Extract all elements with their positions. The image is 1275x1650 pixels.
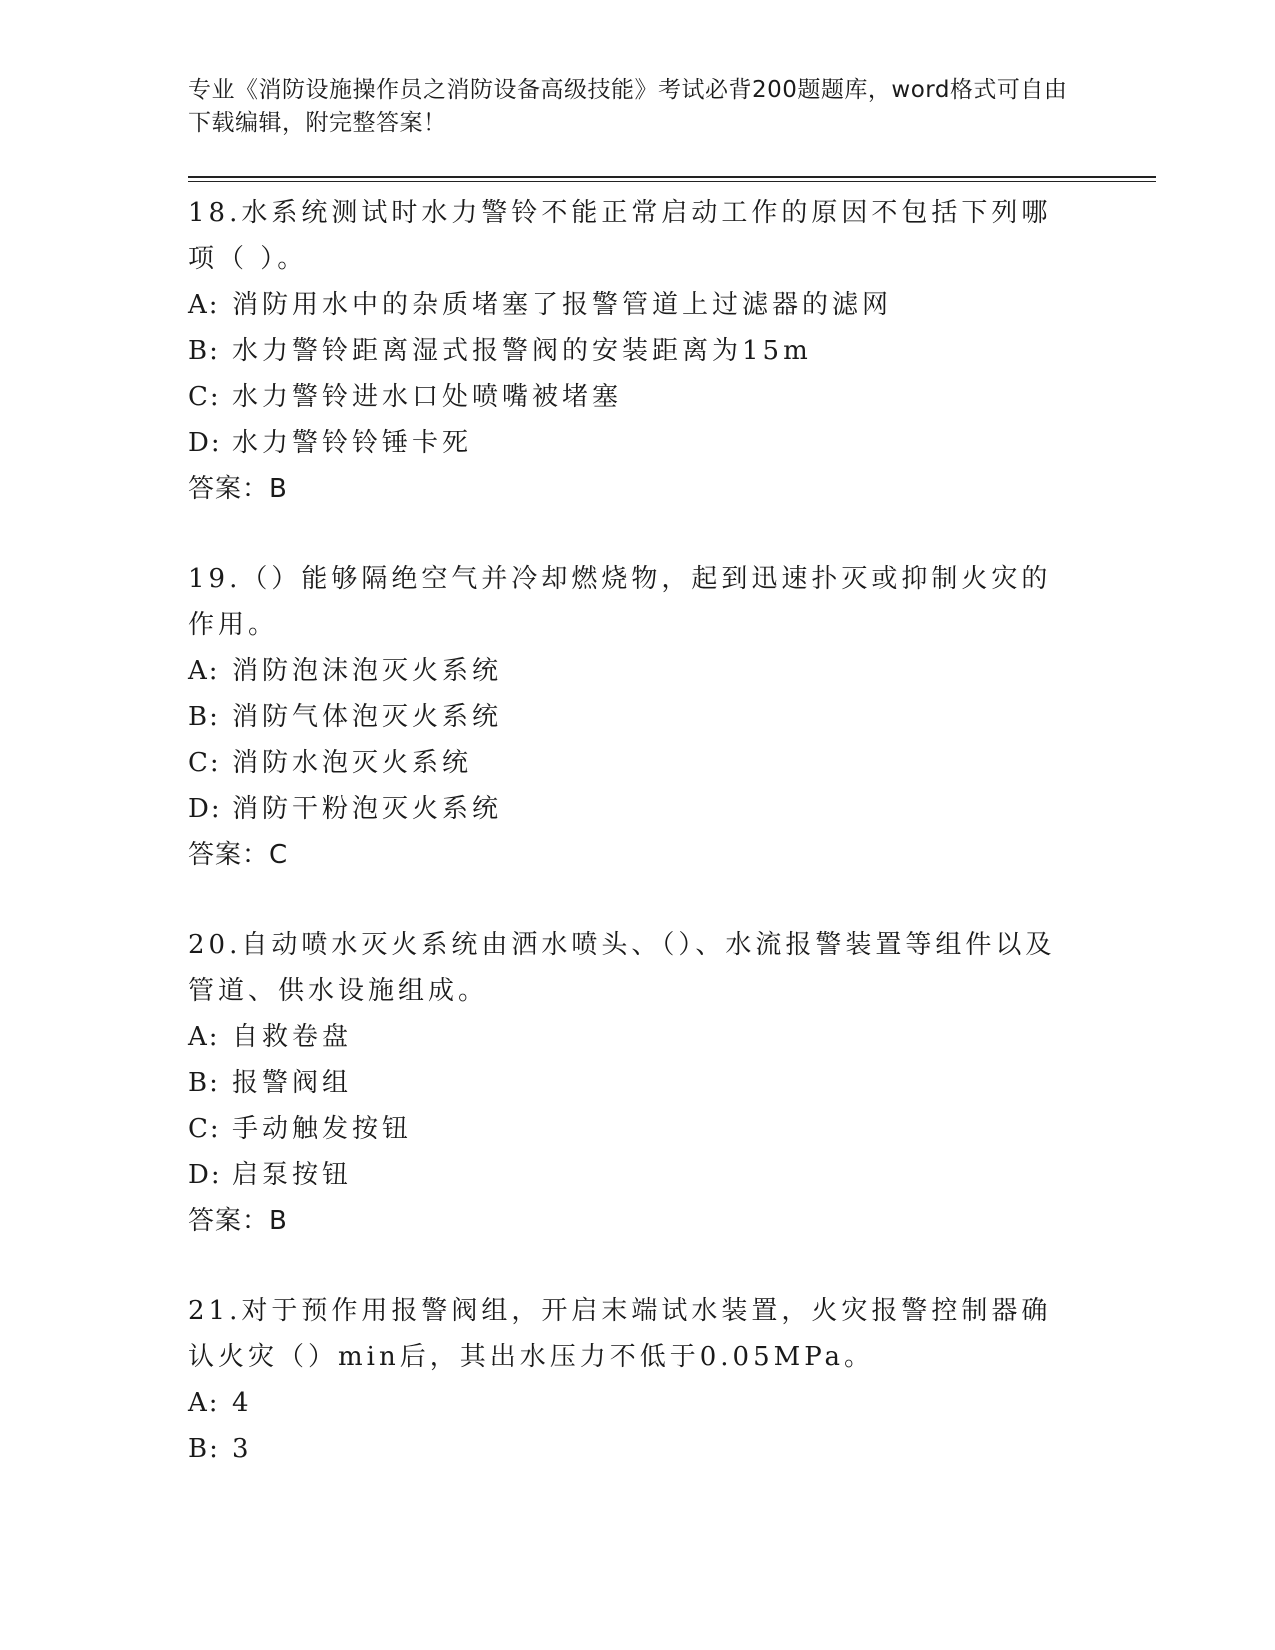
question-list [188,190,1068,1472]
option-c [188,1106,1068,1152]
option-letter: B: [188,1068,220,1098]
question-19 [188,556,1068,878]
option-letter: B: [188,1434,220,1464]
option-a [188,1380,1068,1426]
option-letter: D: [188,794,222,824]
option-a [188,1014,1068,1060]
question-stem: 21.对于预作用报警阀组，开启末端试水装置，火灾报警控制器确认火灾（）min后，其出水压力不低于0.05MPa。 [188,1296,1052,1372]
option-d [188,1152,1068,1198]
option-letter: A: [188,656,220,686]
option-letter: A: [188,1022,220,1052]
option-letter: C: [188,748,221,778]
option-b [188,1426,1068,1472]
option-letter: A: [188,1388,220,1418]
option-text: 消防气体泡灭火系统 [232,702,503,732]
option-text: 消防用水中的杂质堵塞了报警管道上过滤器的滤网 [232,290,893,320]
question-spacer [188,1244,1068,1288]
option-text: 水力警铃距离湿式报警阀的安装距离为15m [232,336,812,366]
option-b [188,328,1068,374]
question-20 [188,922,1068,1244]
option-text: 报警阀组 [232,1068,353,1098]
question-18 [188,190,1068,512]
option-letter: B: [188,702,220,732]
answer-line: 答案：B [188,1206,288,1236]
option-d [188,786,1068,832]
question-spacer [188,878,1068,922]
option-text: 消防泡沫泡灭火系统 [232,656,503,686]
option-letter: D: [188,1160,222,1190]
option-d [188,420,1068,466]
question-stem: 20.自动喷水灭火系统由洒水喷头、（）、水流报警装置等组件以及管道、供水设施组成。 [188,930,1056,1006]
document-intro: 专业《消防设施操作员之消防设备高级技能》考试必背200题题库，word格式可自由下载编辑，附完整答案！ [188,77,1068,136]
option-b [188,1060,1068,1106]
option-letter: D: [188,428,222,458]
option-text: 3 [232,1434,253,1464]
option-a [188,648,1068,694]
header-divider-thick [188,176,1156,178]
option-text: 消防干粉泡灭火系统 [232,794,503,824]
option-text: 消防水泡灭火系统 [232,748,473,778]
question-spacer [188,512,1068,556]
option-letter: A: [188,290,220,320]
option-text: 水力警铃进水口处喷嘴被堵塞 [232,382,623,412]
answer-line: 答案：B [188,474,288,504]
header-divider-thin [188,181,1156,182]
option-text: 手动触发按钮 [232,1114,413,1144]
question-stem: 19.（）能够隔绝空气并冷却燃烧物，起到迅速扑灭或抑制火灾的作用。 [188,564,1052,640]
option-a [188,282,1068,328]
question-21 [188,1288,1068,1472]
option-text: 4 [232,1388,253,1418]
option-text: 启泵按钮 [232,1160,353,1190]
option-letter: C: [188,382,221,412]
option-text: 自救卷盘 [232,1022,353,1052]
option-c [188,740,1068,786]
option-letter: B: [188,336,220,366]
option-text: 水力警铃铃锤卡死 [232,428,473,458]
option-b [188,694,1068,740]
option-letter: C: [188,1114,221,1144]
question-stem: 18.水系统测试时水力警铃不能正常启动工作的原因不包括下列哪项（ ）。 [188,198,1052,274]
answer-line: 答案：C [188,840,289,870]
option-c [188,374,1068,420]
